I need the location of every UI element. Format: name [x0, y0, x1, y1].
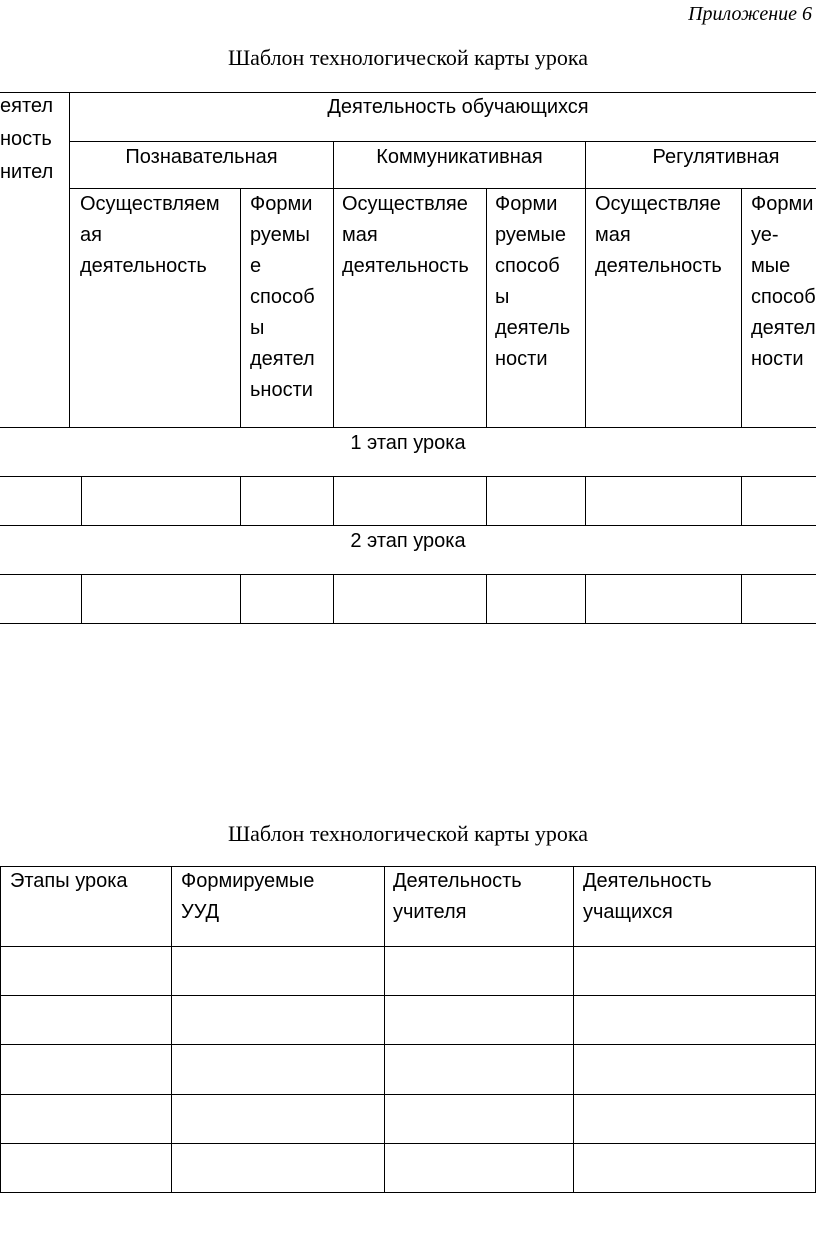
subheader-activity-communicative: Осуществляе мая деятельность: [342, 193, 469, 277]
subheader-methods-cognitive: Форми руемы е способ ы деятел ьности: [250, 193, 315, 401]
table1-line: [333, 141, 334, 428]
students-activity-header: Деятельность обучающихся: [327, 96, 589, 118]
table1-line: [81, 574, 82, 624]
header-lesson-stages: Этапы урока: [10, 870, 128, 892]
group-communicative: Коммуникативная: [376, 146, 543, 168]
stage-2-label: 2 этап урока: [350, 530, 466, 552]
table1-line: [240, 188, 241, 428]
table1-line: [333, 574, 334, 624]
table2-border-bottom: [0, 1192, 816, 1193]
table2-title: Шаблон технологической карты урока: [227, 821, 589, 846]
table1-line: [741, 574, 742, 624]
table1-line: [585, 476, 586, 526]
table2-line: [0, 1143, 816, 1144]
table2-line: [0, 946, 816, 947]
table1-line: [81, 476, 82, 526]
header-formed-uud: Формируемые УУД: [181, 870, 315, 923]
table2-line: [171, 866, 172, 1193]
table1-line: [240, 574, 241, 624]
table1-line: [0, 476, 816, 477]
subheader-methods-communicative: Форми руемые способ ы деятель ности: [495, 193, 571, 370]
table1-line: [741, 476, 742, 526]
subheader-activity-regulatory: Осуществляе мая деятельность: [595, 193, 722, 277]
table1-title: Шаблон технологической карты урока: [227, 45, 589, 70]
table2-line: [0, 1094, 816, 1095]
table2-line: [384, 866, 385, 1193]
table1-border-bottom: [0, 623, 816, 624]
table2-line: [0, 995, 816, 996]
teacher-activity-header: еятел ность нител: [0, 95, 54, 183]
table1-line: [741, 188, 742, 428]
table1-line: [333, 476, 334, 526]
table1-line: [240, 476, 241, 526]
table2-line: [573, 866, 574, 1193]
group-regulatory: Регулятивная: [652, 146, 780, 168]
table1-line: [486, 476, 487, 526]
group-cognitive: Познавательная: [125, 146, 278, 168]
table1-line: [585, 141, 586, 428]
stage-1-label: 1 этап урока: [350, 432, 466, 454]
table1-line: [486, 188, 487, 428]
table1-line: [486, 574, 487, 624]
header-students-activity: Деятельность учащихся: [583, 870, 712, 923]
table2-border-left: [0, 866, 1, 1193]
table1-line: [0, 574, 816, 575]
table1-line: [585, 574, 586, 624]
table2-line: [0, 1044, 816, 1045]
subheader-activity-cognitive: Осуществляем ая деятельность: [80, 193, 220, 277]
header-teacher-activity: Деятельность учителя: [393, 870, 522, 923]
subheader-methods-regulatory: Форми уе-мые способ деятел ности: [751, 193, 816, 370]
appendix-label: Приложение 6: [688, 3, 812, 25]
